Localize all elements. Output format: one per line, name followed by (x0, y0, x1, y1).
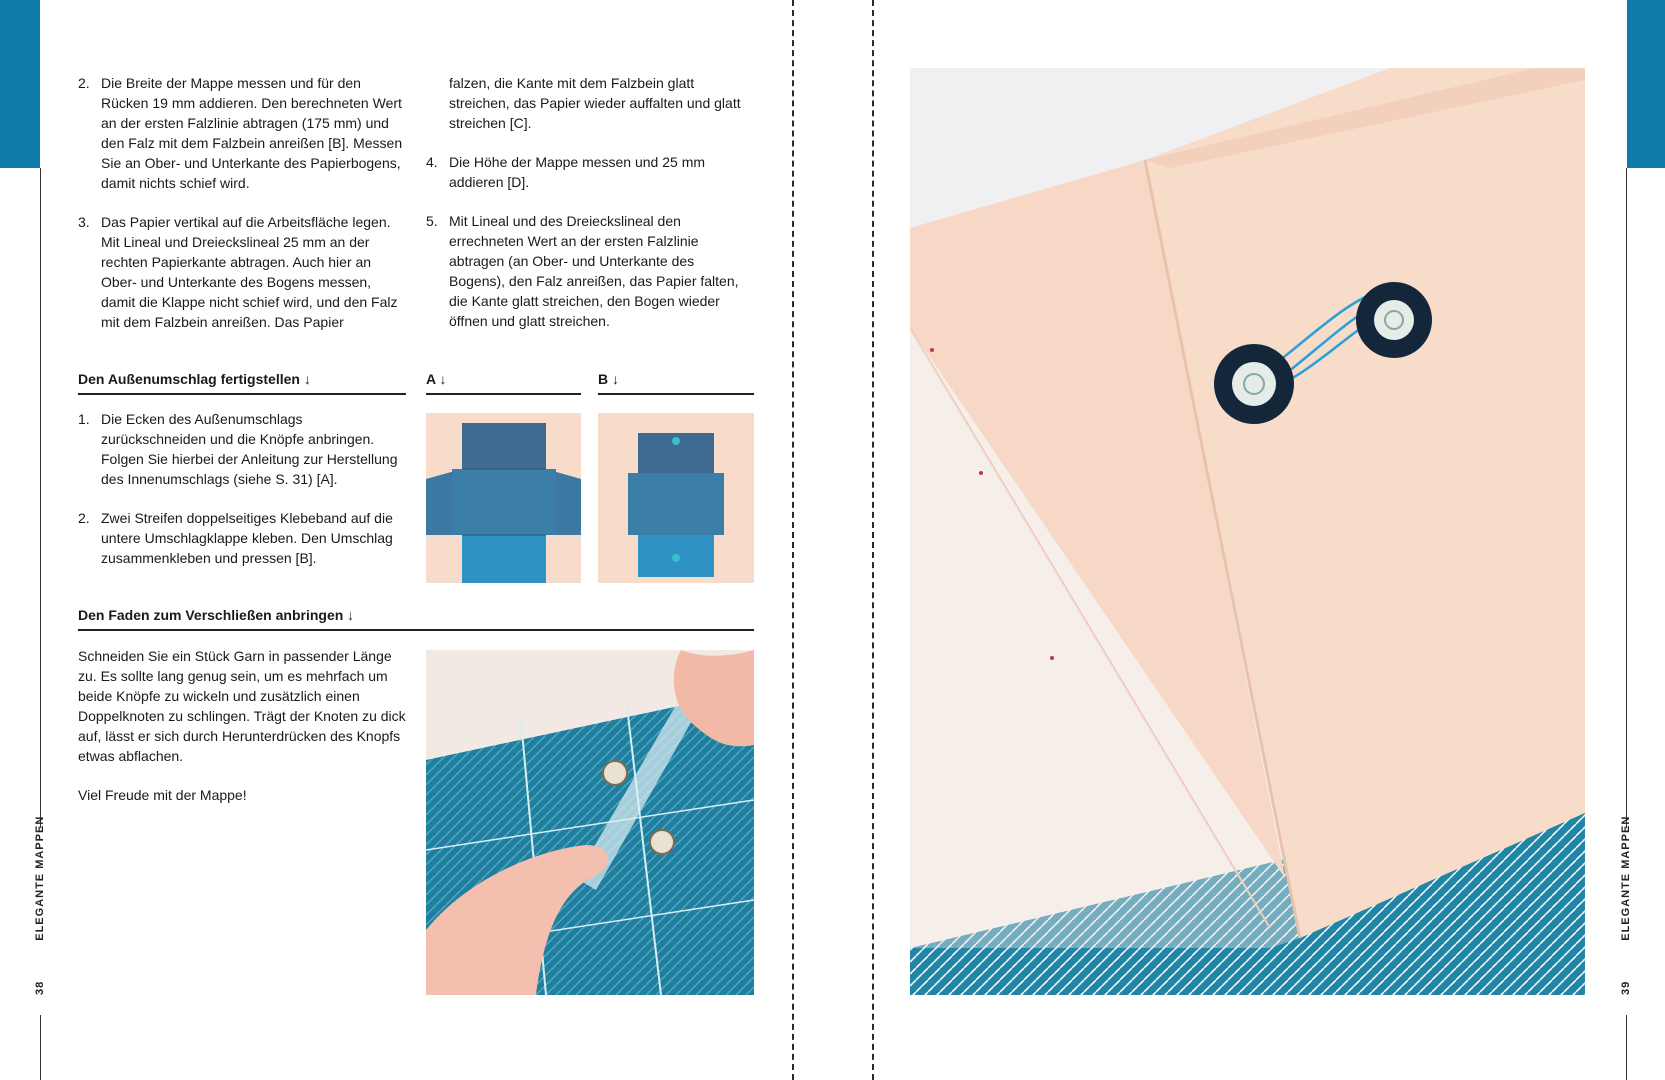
photo-a-envelope-open (426, 413, 581, 583)
section-heading-thread: Den Faden zum Verschließen anbringen ↓ (78, 606, 754, 631)
thread-instructions: Schneiden Sie ein Stück Garn in passender Länge zu. Es sollte lang genug sein, um es mehrfach um beide Knöpfe zu wickeln und zusätzlich einen Doppelknoten zu schlingen. Trägt der Knoten zu dick auf, lässt er sich durch Herunterdrücken des Knopfs etwas abflachen. (78, 648, 406, 764)
left-page-number: 38 (34, 980, 46, 995)
right-running-footer (1620, 816, 1632, 995)
step-3-continuation: falzen, die Kante mit dem Falzbein glatt streichen, das Papier wieder auffalten und glatt streichen [C]. (449, 75, 741, 131)
outer-step-2: 2. Zwei Streifen doppelseitiges Klebeband auf die untere Umschlagklappe kleben. Den Umschlag zusammenkleben und pressen [B]. (78, 510, 393, 566)
right-margin-rule-bottom (1626, 1015, 1627, 1080)
thread-paragraph (78, 646, 406, 824)
step-5: 5. Mit Lineal und des Dreieckslineal den errechneten Wert an der ersten Falzlinie abtragen (an Ober- und Unterkante des Bogens), den Falz anreißen, das Papier falten, die Kante glatt streichen, den Bogen wieder öffnen und glatt streichen. (426, 213, 739, 329)
photo-b-envelope-closed (598, 413, 754, 583)
right-side-label: ELEGANTE MAPPEN (1620, 815, 1632, 941)
step-4: 4. Die Höhe der Mappe messen und 25 mm addieren [D]. (426, 154, 706, 190)
right-margin-rule-top (1626, 168, 1627, 828)
section-heading-outer-cover: Den Außenumschlag fertigstellen ↓ (78, 370, 406, 395)
figure-label-a: A ↓ (426, 370, 581, 395)
right-page-tab (1627, 0, 1665, 168)
steps-column-1 (78, 73, 404, 351)
right-page-number: 39 (1620, 980, 1632, 995)
photo-finished-folder (910, 68, 1585, 995)
left-margin-rule-top (40, 168, 41, 828)
right-page-trim-line (872, 0, 874, 1080)
left-side-label: ELEGANTE MAPPEN (34, 815, 46, 941)
outer-step-1: 1. Die Ecken des Außenumschlags zurückschneiden und die Knöpfe anbringen. Folgen Sie hierbei der Anleitung zur Herstellung des Innenumschlags (siehe S. 31) [A]. (78, 411, 398, 487)
step-3: 3. Das Papier vertikal auf die Arbeitsfläche legen. Mit Lineal und Dreieckslineal 25 mm an der rechten Papierkante abtragen. Auch hier an Ober- und Unterkante des Bogens messen, damit die Klappe nicht schief wird, und den Falz mit dem Falzbein anreißen. Das Papier (78, 214, 398, 330)
left-page-trim-line (792, 0, 794, 1080)
outer-cover-steps (78, 409, 408, 587)
step-2: 2. Die Breite der Mappe messen und für den Rücken 19 mm addieren. Den berechneten Wert an der ersten Falzlinie abtragen (175 mm) und den Falz mit dem Falzbein anreißen [B]. Messen Sie an Ober- und Unterkante des Papierbogens, damit nichts schief wird. (78, 75, 403, 191)
left-running-footer (34, 816, 46, 995)
steps-column-2 (426, 73, 754, 350)
left-margin-rule-bottom (40, 1015, 41, 1080)
left-page-tab (0, 0, 40, 168)
closing-line: Viel Freude mit der Mappe! (78, 787, 247, 803)
photo-hands-thread (426, 650, 754, 995)
figure-label-b: B ↓ (598, 370, 754, 395)
